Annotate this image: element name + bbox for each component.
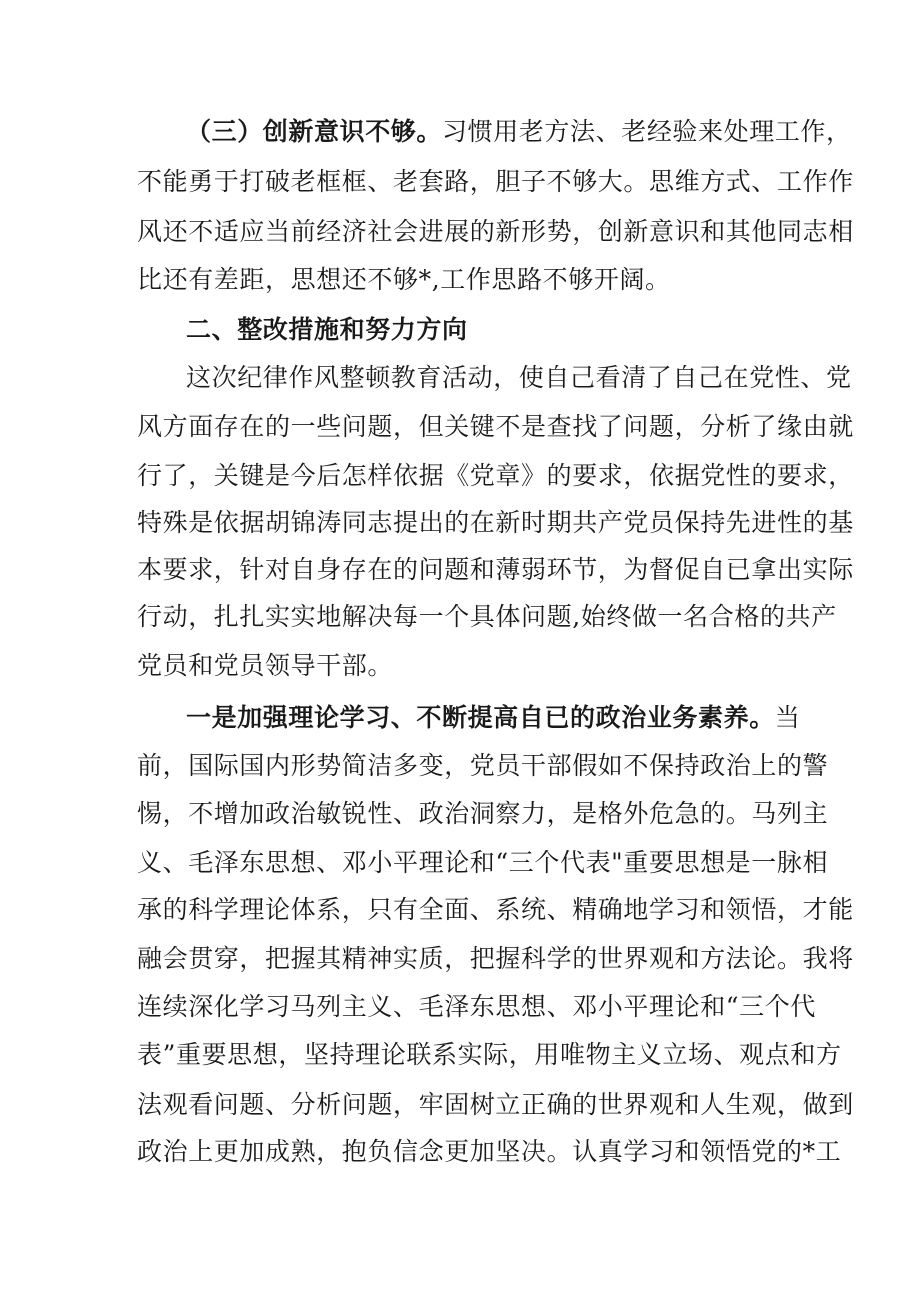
line-text: 连续深化学习马列主义、毛泽东思想、邓小平理论和“三个代: [137, 992, 816, 1021]
subheading-theory-study: 一是加强理论学习、不断提高自已的政治业务素养。: [186, 703, 775, 732]
text-line-19: [137, 990, 816, 1024]
line-text: 前，国际国内形势简洁多变，党员干部假如不保持政治上的警: [137, 751, 829, 780]
text-line-18: [137, 942, 854, 976]
text-line-12: [137, 649, 393, 683]
text-line-5: [186, 313, 468, 347]
text-line-17: [137, 893, 854, 927]
text-line-13: [186, 701, 800, 735]
text-line-20: [137, 1038, 842, 1072]
text-line-4: [137, 263, 671, 297]
text-line-8: [137, 459, 854, 493]
line-text: 惕，不增加政治敏锐性、政治洞察力，是格外危急的。马列主: [137, 799, 829, 828]
line-text: 习惯用老方法、老经验来处理工作，: [442, 117, 852, 146]
subheading-innovation: （三）创新意识不够。: [186, 117, 443, 146]
line-text: 融会贯穿，把握其精神实质，把握科学的世界观和方法论。我将: [137, 944, 854, 973]
line-text: 义、毛泽东思想、邓小平理论和“三个代表"重要思想是一脉相: [137, 848, 829, 877]
line-text: 法观看问题、分析问题，牢固树立正确的世界观和人生观，做到: [137, 1090, 854, 1119]
line-text: 承的科学理论体系，只有全面、系统、精确地学习和领悟，才能: [137, 895, 854, 924]
line-text: 当: [774, 703, 801, 732]
text-line-10: [137, 553, 854, 587]
line-text: 行动，扎扎实实地解决每一个具体问题,始终做一名合格的共产: [137, 602, 837, 631]
line-text: 这次纪律作风整顿教育活动，使自己看清了自己在党性、党: [186, 363, 852, 392]
text-line-14: [137, 749, 828, 783]
text-line-11: [137, 600, 837, 634]
text-line-6: [186, 361, 852, 395]
line-text: 风方面存在的一些问题，但关键不是查找了问题，分析了缘由就: [137, 412, 854, 441]
line-text: 行了，关键是今后怎样依据《党章》的要求，依据党性的要求，: [137, 461, 854, 490]
line-text: 不能勇于打破老框框、老套路，胆子不够大。思维方式、工作作: [137, 167, 854, 196]
text-line-9: [137, 506, 854, 540]
line-text: 表”重要思想，坚持理论联系实际，用唯物主义立场、观点和方: [137, 1040, 842, 1069]
text-line-16: [137, 846, 828, 880]
text-line-7: [137, 410, 854, 444]
text-line-22: [137, 1135, 841, 1169]
line-text: 风还不适应当前经济社会进展的新形势，创新意识和其他同志相: [137, 217, 854, 246]
text-line-15: [137, 797, 828, 831]
line-text: 本要求，针对自身存在的问题和薄弱环节，为督促自已拿出实际: [137, 555, 854, 584]
text-line-2: [137, 165, 854, 199]
line-text: 特殊是依据胡锦涛同志提出的在新时期共产党员保持先进性的基: [137, 508, 854, 537]
line-text: 比还有差距，思想还不够*,工作思路不够开阔。: [137, 265, 671, 294]
text-line-1: [186, 115, 852, 149]
section-heading-rectification: 二、整改措施和努力方向: [186, 315, 468, 344]
text-line-3: [137, 215, 854, 249]
line-text: 政治上更加成熟，抱负信念更加坚决。认真学习和领悟党的*工: [137, 1137, 842, 1166]
text-line-21: [137, 1088, 854, 1122]
line-text: 党员和党员领导干部。: [137, 651, 394, 680]
